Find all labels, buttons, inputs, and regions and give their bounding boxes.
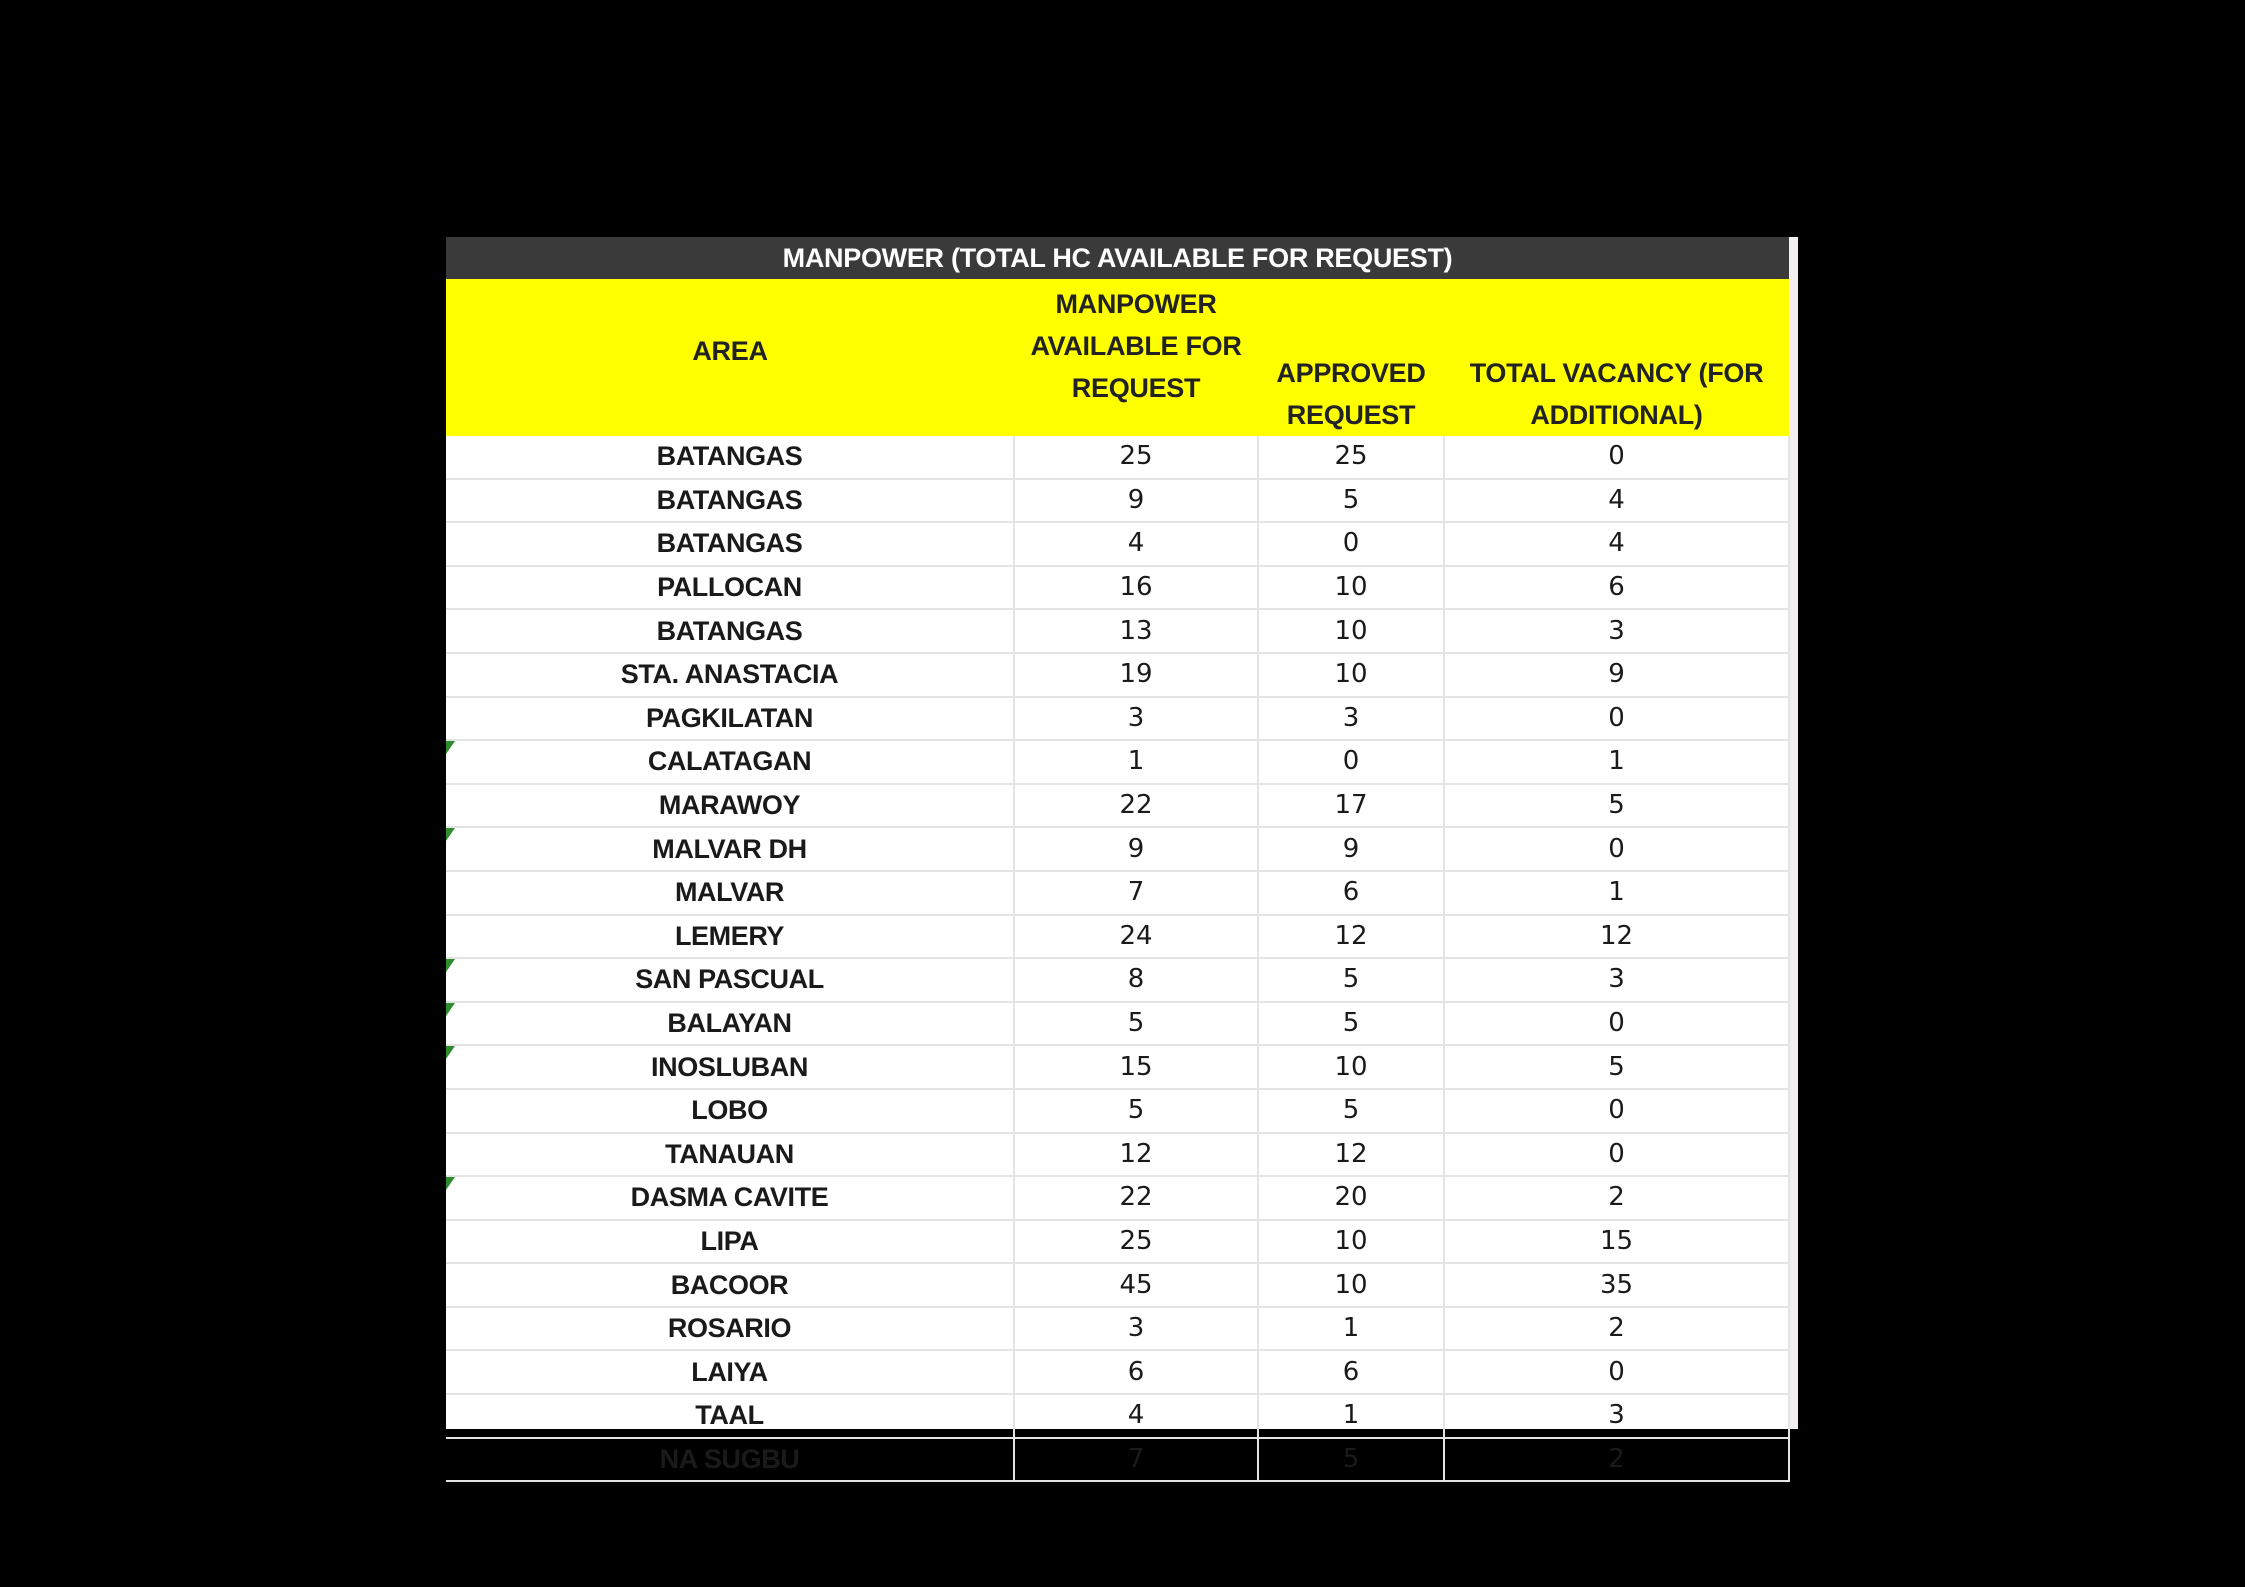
cell-approved-value: 5 — [1342, 484, 1360, 515]
cell-vacancy[interactable] — [1444, 827, 1789, 871]
cell-available-value: 3 — [1127, 1313, 1145, 1344]
cell-available-value: 19 — [1119, 659, 1153, 690]
cell-vacancy-value: 0 — [1608, 702, 1625, 733]
cell-approved-value: 10 — [1334, 572, 1368, 603]
spreadsheet-area — [446, 237, 1798, 1474]
header-vacancy-line2: ADDITIONAL) — [1530, 400, 1703, 430]
cell-vacancy-value: 1 — [1608, 746, 1625, 777]
cell-vacancy-value: 4 — [1608, 484, 1625, 515]
cell-available-value: 15 — [1119, 1051, 1153, 1082]
cell-area-value: LAIYA — [691, 1356, 768, 1387]
cell-approved[interactable] — [1258, 479, 1444, 523]
comment-indicator-icon — [446, 1003, 455, 1016]
cell-approved-value: 9 — [1342, 833, 1360, 864]
cell-approved[interactable] — [1258, 1045, 1444, 1089]
cell-area[interactable] — [446, 697, 1014, 741]
cell-approved[interactable] — [1258, 1002, 1444, 1046]
cell-area-value: LEMERY — [674, 920, 785, 951]
cell-vacancy-value: 0 — [1608, 1008, 1625, 1039]
cell-vacancy-value: 0 — [1608, 1356, 1625, 1387]
cell-approved-value: 3 — [1342, 702, 1360, 733]
cell-approved[interactable] — [1258, 1394, 1444, 1438]
cell-available[interactable] — [1014, 1263, 1258, 1307]
cell-vacancy[interactable] — [1444, 1220, 1789, 1264]
cell-vacancy-value: 0 — [1608, 441, 1625, 472]
cell-available[interactable] — [1014, 566, 1258, 610]
cell-area-value: TANAUAN — [665, 1138, 794, 1169]
cell-available[interactable] — [1014, 1438, 1258, 1482]
header-available[interactable] — [1014, 279, 1258, 436]
cell-available-value: 24 — [1119, 920, 1153, 951]
cell-available-value: 22 — [1119, 790, 1153, 821]
header-approved-line1: APPROVED — [1276, 358, 1426, 388]
cell-vacancy-value: 3 — [1608, 1400, 1625, 1431]
cell-vacancy[interactable] — [1444, 1133, 1789, 1177]
header-row — [446, 279, 1789, 436]
cell-vacancy[interactable] — [1444, 740, 1789, 784]
cell-area-value: MALVAR — [674, 877, 785, 908]
cell-approved[interactable] — [1258, 915, 1444, 959]
cell-vacancy-value: 1 — [1608, 877, 1625, 908]
cell-vacancy-value: 2 — [1608, 1182, 1625, 1213]
table-row — [446, 1350, 1789, 1394]
cell-vacancy[interactable] — [1444, 479, 1789, 523]
cell-area-value: BATANGAS — [656, 484, 803, 515]
manpower-table — [446, 279, 1790, 1482]
cell-approved-value: 10 — [1334, 1225, 1368, 1256]
table-row — [446, 1263, 1789, 1307]
header-available-line3: REQUEST — [1071, 373, 1201, 403]
cell-vacancy-value: 0 — [1608, 833, 1625, 864]
cell-area-value: TAAL — [695, 1400, 764, 1431]
cell-approved-value: 0 — [1342, 528, 1360, 559]
cell-approved[interactable] — [1258, 871, 1444, 915]
cell-available-value: 6 — [1127, 1356, 1145, 1387]
cell-approved-value: 5 — [1342, 964, 1360, 995]
cell-vacancy[interactable] — [1444, 1002, 1789, 1046]
cell-area[interactable] — [446, 653, 1014, 697]
cell-vacancy-value: 2 — [1608, 1443, 1625, 1474]
cell-approved-value: 12 — [1334, 1138, 1368, 1169]
header-available-line2: AVAILABLE FOR — [1030, 331, 1242, 361]
table-row — [446, 1045, 1789, 1089]
cell-vacancy-value: 12 — [1599, 920, 1634, 951]
cell-available[interactable] — [1014, 1307, 1258, 1351]
cell-approved-value: 0 — [1342, 746, 1360, 777]
cell-area-value: BATANGAS — [656, 528, 803, 559]
cell-available-value: 45 — [1119, 1269, 1153, 1300]
cell-vacancy[interactable] — [1444, 1045, 1789, 1089]
table-row — [446, 1176, 1789, 1220]
cell-available-value: 1 — [1127, 746, 1145, 777]
cell-available-value: 4 — [1127, 528, 1145, 559]
comment-indicator-icon — [446, 1046, 455, 1059]
cell-available[interactable] — [1014, 1220, 1258, 1264]
table-body — [446, 436, 1789, 1481]
cell-area-value: CALATAGAN — [647, 746, 812, 777]
cell-vacancy[interactable] — [1444, 871, 1789, 915]
cell-available[interactable] — [1014, 915, 1258, 959]
cell-approved-value: 25 — [1334, 441, 1368, 472]
header-approved[interactable] — [1258, 279, 1444, 436]
cell-available-value: 12 — [1119, 1138, 1153, 1169]
cell-available[interactable] — [1014, 784, 1258, 828]
cell-available[interactable] — [1014, 958, 1258, 1002]
table-row — [446, 958, 1789, 1002]
cell-approved[interactable] — [1258, 1089, 1444, 1133]
cell-area[interactable] — [446, 1263, 1014, 1307]
table-row — [446, 479, 1789, 523]
cell-area-value: INOSLUBAN — [651, 1051, 808, 1082]
cell-available-value: 13 — [1119, 615, 1153, 646]
cell-area-value: DASMA CAVITE — [630, 1182, 829, 1213]
cell-area[interactable] — [446, 1176, 1014, 1220]
cell-available[interactable] — [1014, 522, 1258, 566]
table-row — [446, 1307, 1789, 1351]
header-approved-line2: REQUEST — [1286, 400, 1416, 430]
cell-approved[interactable] — [1258, 1133, 1444, 1177]
cell-vacancy[interactable] — [1444, 1263, 1789, 1307]
cell-approved[interactable] — [1258, 697, 1444, 741]
cell-available[interactable] — [1014, 1176, 1258, 1220]
cell-available-value: 4 — [1127, 1400, 1145, 1431]
cell-area[interactable] — [446, 1089, 1014, 1133]
cell-area-value: PALLOCAN — [657, 572, 802, 603]
table-row — [446, 1438, 1789, 1482]
cell-area-value: LOBO — [691, 1095, 768, 1126]
cell-area-value: SAN PASCUAL — [635, 964, 824, 995]
cell-available-value: 5 — [1127, 1095, 1145, 1126]
comment-indicator-icon — [446, 741, 455, 754]
cell-approved[interactable] — [1258, 740, 1444, 784]
cell-area-value: LIPA — [700, 1225, 759, 1256]
cell-area-value: BATANGAS — [656, 615, 803, 646]
cell-approved[interactable] — [1258, 827, 1444, 871]
cell-approved-value: 10 — [1334, 1269, 1368, 1300]
table-row — [446, 653, 1789, 697]
cell-vacancy[interactable] — [1444, 436, 1789, 479]
cell-vacancy[interactable] — [1444, 958, 1789, 1002]
cell-available[interactable] — [1014, 1002, 1258, 1046]
cell-approved-value: 6 — [1342, 877, 1360, 908]
cell-available[interactable] — [1014, 871, 1258, 915]
cell-area-value: ROSARIO — [667, 1313, 792, 1344]
cell-available[interactable] — [1014, 1045, 1258, 1089]
cell-vacancy-value: 0 — [1608, 1095, 1625, 1126]
cell-area[interactable] — [446, 871, 1014, 915]
cell-vacancy-value: 9 — [1608, 659, 1625, 690]
cell-area[interactable] — [446, 1002, 1014, 1046]
cell-vacancy-value: 3 — [1608, 615, 1625, 646]
cell-available[interactable] — [1014, 436, 1258, 479]
table-row — [446, 1133, 1789, 1177]
comment-indicator-icon — [446, 959, 455, 972]
cell-vacancy-value: 4 — [1608, 528, 1625, 559]
table-row — [446, 827, 1789, 871]
cell-approved-value: 20 — [1334, 1182, 1368, 1213]
cell-vacancy[interactable] — [1444, 784, 1789, 828]
cell-approved-value: 5 — [1342, 1443, 1360, 1474]
table-row — [446, 1002, 1789, 1046]
cell-vacancy[interactable] — [1444, 653, 1789, 697]
cell-area-value: BATANGAS — [656, 441, 803, 472]
table-row — [446, 1394, 1789, 1438]
table-row — [446, 609, 1789, 653]
cell-vacancy-value: 5 — [1608, 790, 1625, 821]
cell-area[interactable] — [446, 479, 1014, 523]
cell-approved[interactable] — [1258, 1307, 1444, 1351]
cell-available[interactable] — [1014, 740, 1258, 784]
cell-approved-value: 5 — [1342, 1095, 1360, 1126]
cell-approved[interactable] — [1258, 1438, 1444, 1482]
cell-vacancy-value: 5 — [1608, 1051, 1625, 1082]
cell-approved[interactable] — [1258, 784, 1444, 828]
table-row — [446, 1089, 1789, 1133]
cell-approved-value: 10 — [1334, 1051, 1368, 1082]
cell-vacancy-value: 15 — [1599, 1225, 1634, 1256]
header-available-line1: MANPOWER — [1055, 289, 1217, 319]
cell-available-value: 16 — [1119, 572, 1153, 603]
table-row — [446, 915, 1789, 959]
cell-area[interactable] — [446, 1045, 1014, 1089]
table-row — [446, 784, 1789, 828]
cell-approved[interactable] — [1258, 522, 1444, 566]
table-row — [446, 436, 1789, 479]
header-area[interactable] — [446, 279, 1014, 436]
cell-available-value: 8 — [1127, 964, 1145, 995]
cell-available-value: 25 — [1119, 1225, 1153, 1256]
table-header — [446, 279, 1789, 436]
table-row — [446, 697, 1789, 741]
cell-area-value: NA SUGBU — [659, 1443, 800, 1474]
cell-area[interactable] — [446, 740, 1014, 784]
cell-vacancy[interactable] — [1444, 1438, 1789, 1482]
cell-available-value: 5 — [1127, 1008, 1145, 1039]
cell-vacancy[interactable] — [1444, 1176, 1789, 1220]
cell-area[interactable] — [446, 436, 1014, 479]
cell-approved[interactable] — [1258, 1263, 1444, 1307]
cell-area-value: MALVAR DH — [652, 833, 807, 864]
cell-approved-value: 6 — [1342, 1356, 1360, 1387]
cell-available[interactable] — [1014, 1133, 1258, 1177]
cell-available-value: 7 — [1127, 877, 1145, 908]
cell-approved-value: 17 — [1334, 790, 1368, 821]
cell-area[interactable] — [446, 1133, 1014, 1177]
cell-approved[interactable] — [1258, 958, 1444, 1002]
cell-area[interactable] — [446, 827, 1014, 871]
cell-area[interactable] — [446, 522, 1014, 566]
cell-vacancy-value: 3 — [1608, 964, 1625, 995]
cell-approved-value: 10 — [1334, 659, 1368, 690]
header-area-label: AREA — [692, 335, 768, 366]
cell-area-value: STA. ANASTACIA — [620, 659, 839, 690]
cell-available-value: 7 — [1127, 1443, 1145, 1474]
cell-vacancy[interactable] — [1444, 1394, 1789, 1438]
cell-vacancy-value: 6 — [1608, 572, 1625, 603]
cell-vacancy-value: 0 — [1608, 1138, 1625, 1169]
cell-area[interactable] — [446, 566, 1014, 610]
cell-available[interactable] — [1014, 1394, 1258, 1438]
cell-available-value: 9 — [1127, 833, 1145, 864]
cell-vacancy[interactable] — [1444, 1350, 1789, 1394]
comment-indicator-icon — [446, 828, 455, 841]
cell-available[interactable] — [1014, 1089, 1258, 1133]
cell-area[interactable] — [446, 1394, 1014, 1438]
cell-available[interactable] — [1014, 697, 1258, 741]
cell-vacancy[interactable] — [1444, 697, 1789, 741]
cell-available[interactable] — [1014, 827, 1258, 871]
cell-available-value: 9 — [1127, 484, 1145, 515]
cell-area-value: PAGKILATAN — [646, 702, 813, 733]
cell-area[interactable] — [446, 915, 1014, 959]
cell-vacancy-value: 35 — [1599, 1269, 1634, 1300]
cell-available-value: 22 — [1119, 1182, 1153, 1213]
comment-indicator-icon — [446, 1177, 455, 1190]
cell-vacancy[interactable] — [1444, 1089, 1789, 1133]
cell-approved[interactable] — [1258, 436, 1444, 479]
cell-approved-value: 5 — [1342, 1008, 1360, 1039]
table-row — [446, 1220, 1789, 1264]
cell-approved-value: 1 — [1342, 1313, 1360, 1344]
cell-vacancy[interactable] — [1444, 522, 1789, 566]
cell-available[interactable] — [1014, 609, 1258, 653]
cell-area[interactable] — [446, 1350, 1014, 1394]
cell-available[interactable] — [1014, 1350, 1258, 1394]
cell-vacancy-value: 2 — [1608, 1313, 1625, 1344]
cell-area-value: BALAYAN — [667, 1008, 792, 1039]
cell-area[interactable] — [446, 958, 1014, 1002]
header-vacancy[interactable] — [1444, 279, 1789, 436]
cell-approved[interactable] — [1258, 1176, 1444, 1220]
cell-available-value: 3 — [1127, 702, 1145, 733]
cell-available[interactable] — [1014, 479, 1258, 523]
table-row — [446, 740, 1789, 784]
cell-vacancy[interactable] — [1444, 915, 1789, 959]
cell-vacancy[interactable] — [1444, 609, 1789, 653]
cell-area[interactable] — [446, 1307, 1014, 1351]
cell-area[interactable] — [446, 609, 1014, 653]
cell-approved[interactable] — [1258, 566, 1444, 610]
table-row — [446, 522, 1789, 566]
cell-approved[interactable] — [1258, 1350, 1444, 1394]
cell-approved-value: 1 — [1342, 1400, 1360, 1431]
cell-approved[interactable] — [1258, 653, 1444, 697]
cell-available[interactable] — [1014, 653, 1258, 697]
table-row — [446, 566, 1789, 610]
cell-approved-value: 12 — [1334, 920, 1368, 951]
header-vacancy-line1: TOTAL VACANCY (FOR — [1469, 358, 1764, 388]
table-title: MANPOWER (TOTAL HC AVAILABLE FOR REQUEST) — [446, 237, 1789, 279]
cell-approved[interactable] — [1258, 609, 1444, 653]
cell-available-value: 25 — [1119, 441, 1153, 472]
cell-vacancy[interactable] — [1444, 566, 1789, 610]
cell-area[interactable] — [446, 1220, 1014, 1264]
cell-approved[interactable] — [1258, 1220, 1444, 1264]
cell-vacancy[interactable] — [1444, 1307, 1789, 1351]
table-row — [446, 871, 1789, 915]
cell-area[interactable] — [446, 1438, 1014, 1482]
cell-area-value: MARAWOY — [658, 790, 801, 821]
cell-area[interactable] — [446, 784, 1014, 828]
cell-approved-value: 10 — [1334, 615, 1368, 646]
cell-area-value: BACOOR — [670, 1269, 789, 1300]
